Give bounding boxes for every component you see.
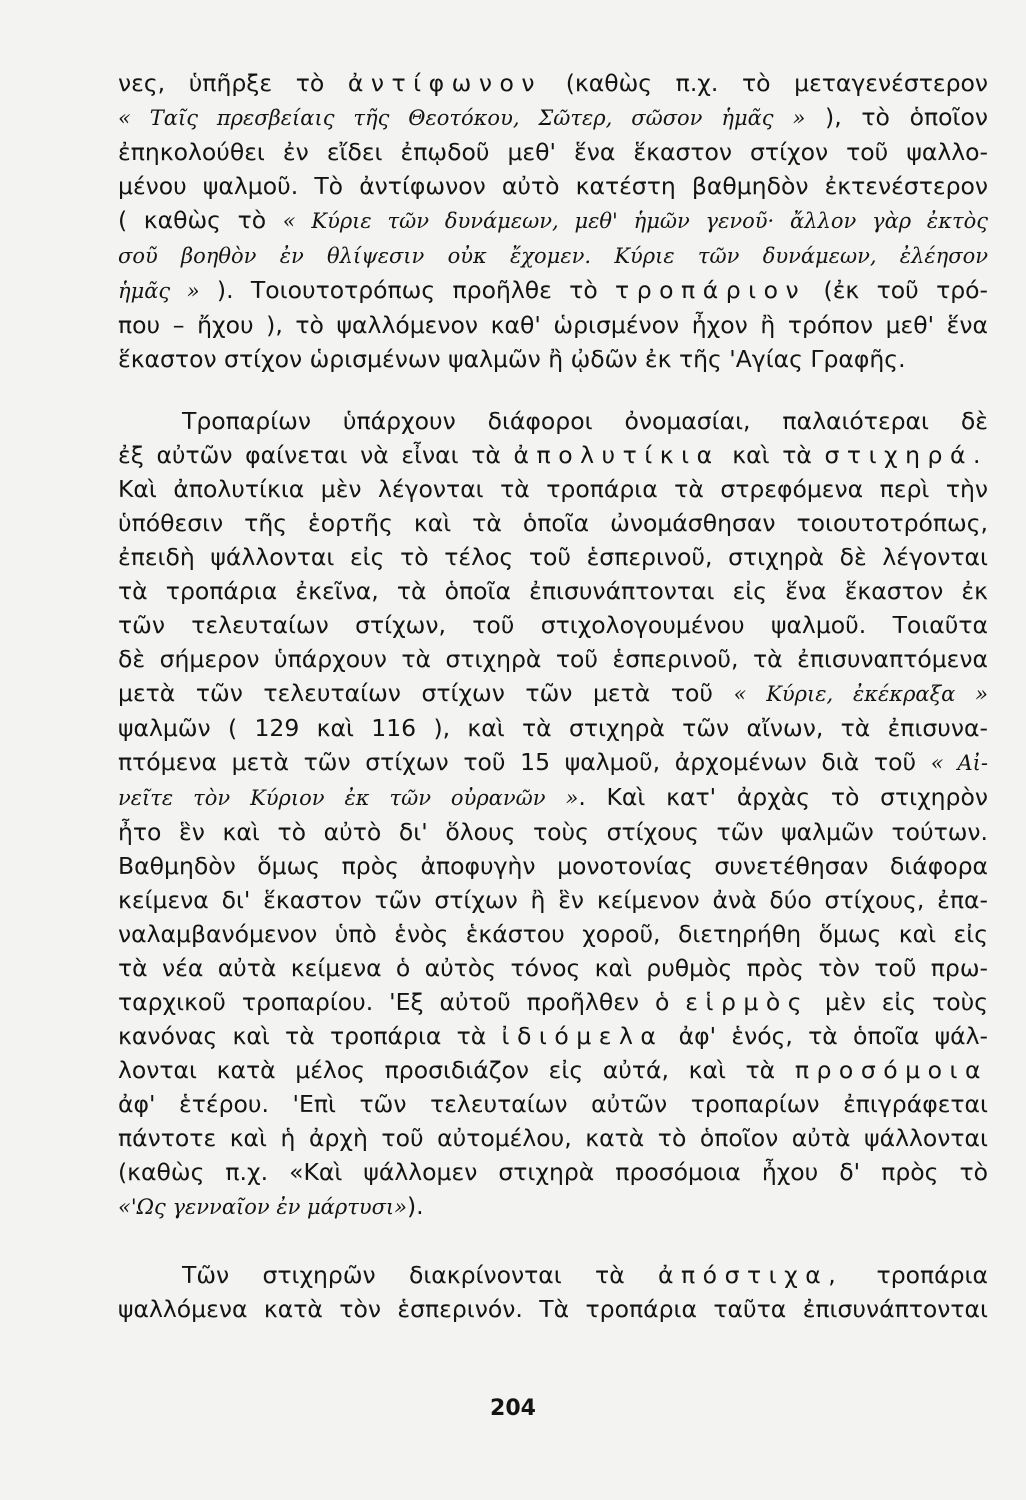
text-run: πάντοτε καὶ ἡ ἀρχὴ τοῦ αὐτομέλου, κατὰ τὸ ὁποῖον αὐτὰ ψάλλονται xyxy=(118,1124,988,1152)
text-line xyxy=(118,238,988,273)
spaced-term: τροπάριον xyxy=(615,276,807,304)
text-run: ψαλμῶν ( 129 καὶ 116 ), καὶ τὰ στιχηρὰ τῶν αἴνων, τὰ ἐπισυνα- xyxy=(118,714,988,742)
text-line xyxy=(118,404,988,438)
italic-quote: ἡμᾶς » xyxy=(118,279,200,303)
text-run: ἀφ' ἑνός, τὰ ὁποῖα ψάλ- xyxy=(663,1022,988,1050)
text-line xyxy=(118,1121,988,1155)
text-run: δὲ σήμερον ὑπάρχουν τὰ στιχηρὰ τοῦ ἑσπερινοῦ, τὰ ἐπισυναπτόμενα xyxy=(118,645,988,673)
italic-quote: «'Ως γενναῖον ἐν μάρτυσι» xyxy=(118,1195,408,1219)
text-line xyxy=(118,608,988,642)
text-run: ἐπηκολούθει ἐν εἴδει ἐπῳδοῦ μεθ' ἕνα ἕκαστον στίχον τοῦ ψαλλο- xyxy=(118,138,988,166)
text-run: ). xyxy=(407,1192,424,1220)
text-run: κανόνας καὶ τὰ τροπάρια τὰ xyxy=(118,1022,502,1050)
text-run: Καὶ ἀπολυτίκια μὲν λέγονται τὰ τροπάρια τὰ στρεφόμενα περὶ τὴν xyxy=(118,475,988,503)
spaced-term: ἀπολυτίκια xyxy=(513,441,720,469)
italic-quote: « Αἰ- xyxy=(930,751,988,775)
text-line xyxy=(118,1053,988,1087)
text-run: Τῶν στιχηρῶν διακρίνονται τὰ xyxy=(182,1261,658,1289)
text-line xyxy=(118,135,988,169)
text-run: νες, ὑπῆρξε τὸ xyxy=(118,69,348,97)
text-line xyxy=(118,203,988,238)
text-line xyxy=(118,883,988,917)
spaced-term: ἰδιόμελα xyxy=(501,1022,664,1050)
text-line xyxy=(118,849,988,883)
spaced-term: προσόμοια xyxy=(794,1056,988,1084)
spaced-term: ἀντίφωνον xyxy=(347,69,543,97)
text-run: Βαθμηδὸν ὅμως πρὸς ἀποφυγὴν μονοτονίας συνετέθησαν διάφορα xyxy=(118,852,988,880)
text-run: τὰ νέα αὐτὰ κείμενα ὁ αὐτὸς τόνος καὶ ρυθμὸς πρὸς τὸν τοῦ πρω- xyxy=(118,954,988,982)
spaced-term: στιχηρά. xyxy=(824,441,988,469)
text-line xyxy=(118,711,988,745)
text-line xyxy=(118,642,988,676)
italic-quote: « Κύριε, ἐκέκραξα » xyxy=(733,682,988,706)
text-line xyxy=(118,66,988,100)
text-run: που – ἤχου ), τὸ ψαλλόμενον καθ' ὡρισμένον ἦχον ἢ τρόπον μεθ' ἕνα xyxy=(118,311,988,339)
text-line xyxy=(118,985,988,1019)
italic-quote: νεῖτε τὸν Κύριον ἐκ τῶν οὐρανῶν » xyxy=(118,786,579,810)
text-line xyxy=(118,815,988,849)
text-run: κείμενα δι' ἕκαστον τῶν στίχων ἢ ἓν κείμενον ἀνὰ δύο στίχους, ἐπα- xyxy=(118,886,988,914)
text-run: ), τὸ ὁποῖον xyxy=(805,103,988,131)
text-run: λονται κατὰ μέλος προσιδιάζον εἰς αὐτά, καὶ τὰ xyxy=(118,1056,795,1084)
text-run: Τροπαρίων ὑπάρχουν διάφοροι ὀνομασίαι, παλαιότεραι δὲ xyxy=(182,407,988,435)
page-number: 204 xyxy=(490,1396,536,1421)
spaced-term: ἀπόστιχα, xyxy=(658,1261,844,1289)
italic-quote: « Κύριε τῶν δυνάμεων, μεθ' ἡμῶν γενοῦ· ἄλλον γὰρ ἐκτὸς xyxy=(282,209,988,233)
text-run: ἀφ' ἑτέρου. 'Επὶ τῶν τελευταίων αὐτῶν τροπαρίων ἐπιγράφεται xyxy=(118,1090,988,1118)
text-run: (ἐκ τοῦ τρό- xyxy=(806,276,988,304)
text-run: (καθὼς π.χ. τὸ μεταγενέστερον xyxy=(542,69,989,97)
text-run: ἕκαστον στίχον ὡρισμένων ψαλμῶν ἢ ᾠδῶν ἐκ τῆς 'Αγίας Γραφῆς. xyxy=(118,345,906,373)
text-run: . Καὶ κατ' ἀρχὰς τὸ στιχηρὸν xyxy=(578,783,988,811)
paragraph xyxy=(118,404,988,1224)
text-line xyxy=(118,780,988,815)
text-line xyxy=(118,540,988,574)
text-run: ὑπόθεσιν τῆς ἑορτῆς καὶ τὰ ὁποῖα ὠνομάσθησαν τοιουτοτρόπως, xyxy=(118,509,988,537)
text-run: ναλαμβανόμενον ὑπὸ ἑνὸς ἑκάστου χοροῦ, διετηρήθη ὅμως καὶ εἰς xyxy=(118,920,988,948)
text-line xyxy=(118,506,988,540)
text-line xyxy=(118,472,988,506)
text-run: ἐξ αὐτῶν φαίνεται νὰ εἶναι τὰ xyxy=(118,441,514,469)
text-run: τροπάρια xyxy=(843,1261,988,1289)
italic-quote: « Ταῖς πρεσβείαις τῆς Θεοτόκου, Σῶτερ, σῶσον ἡμᾶς » xyxy=(118,106,806,130)
text-run: ταρχικοῦ τροπαρίου. 'Εξ αὐτοῦ προῆλθεν ὁ xyxy=(118,988,686,1016)
text-line xyxy=(118,438,988,472)
text-line xyxy=(118,273,988,308)
text-line xyxy=(118,1258,988,1292)
text-line xyxy=(118,1019,988,1053)
text-run: καὶ τὰ xyxy=(719,441,825,469)
paragraph xyxy=(118,66,988,376)
text-line xyxy=(118,1155,988,1189)
text-line xyxy=(118,342,988,376)
text-run: μὲν εἰς τοὺς xyxy=(809,988,988,1016)
text-line xyxy=(118,676,988,711)
text-line xyxy=(118,1189,988,1224)
text-run: ἦτο ἓν καὶ τὸ αὐτὸ δι' ὅλους τοὺς στίχους τῶν ψαλμῶν τούτων. xyxy=(118,818,988,846)
text-line xyxy=(118,308,988,342)
body-text xyxy=(118,66,988,1326)
text-line xyxy=(118,1292,988,1326)
italic-quote: σοῦ βοηθὸν ἐν θλίψεσιν οὐκ ἔχομεν. Κύριε τῶν δυνάμεων, ἐλέησον xyxy=(118,244,988,268)
text-run: (καθὼς π.χ. «Καὶ ψάλλομεν στιχηρὰ προσόμοια ἦχου δ' πρὸς τὸ xyxy=(118,1158,988,1186)
text-run: ). Τοιουτοτρόπως προῆλθε τὸ xyxy=(199,276,616,304)
text-line xyxy=(118,917,988,951)
text-run: ψαλλόμενα κατὰ τὸν ἑσπερινόν. Τὰ τροπάρια ταῦτα ἐπισυνάπτονται xyxy=(118,1295,988,1323)
text-run: τὰ τροπάρια ἐκεῖνα, τὰ ὁποῖα ἐπισυνάπτονται εἰς ἕνα ἕκαστον ἐκ xyxy=(118,577,988,605)
paragraph xyxy=(118,1258,988,1326)
text-line xyxy=(118,951,988,985)
text-run: μετὰ τῶν τελευταίων στίχων τῶν μετὰ τοῦ xyxy=(118,679,734,707)
text-run: ἐπειδὴ ψάλλονται εἰς τὸ τέλος τοῦ ἑσπερινοῦ, στιχηρὰ δὲ λέγονται xyxy=(118,543,988,571)
text-line xyxy=(118,1087,988,1121)
text-run: μένου ψαλμοῦ. Τὸ ἀντίφωνον αὐτὸ κατέστη βαθμηδὸν ἐκτενέστερον xyxy=(118,172,988,200)
text-line xyxy=(118,169,988,203)
text-run: τῶν τελευταίων στίχων, τοῦ στιχολογουμένου ψαλμοῦ. Τοιαῦτα xyxy=(118,611,988,639)
text-run: ( καθὼς τὸ xyxy=(118,206,283,234)
text-line xyxy=(118,100,988,135)
spaced-term: εἱρμὸς xyxy=(685,988,810,1016)
text-line xyxy=(118,745,988,780)
text-line xyxy=(118,574,988,608)
text-run: πτόμενα μετὰ τῶν στίχων τοῦ 15 ψαλμοῦ, ἀρχομένων διὰ τοῦ xyxy=(118,748,931,776)
